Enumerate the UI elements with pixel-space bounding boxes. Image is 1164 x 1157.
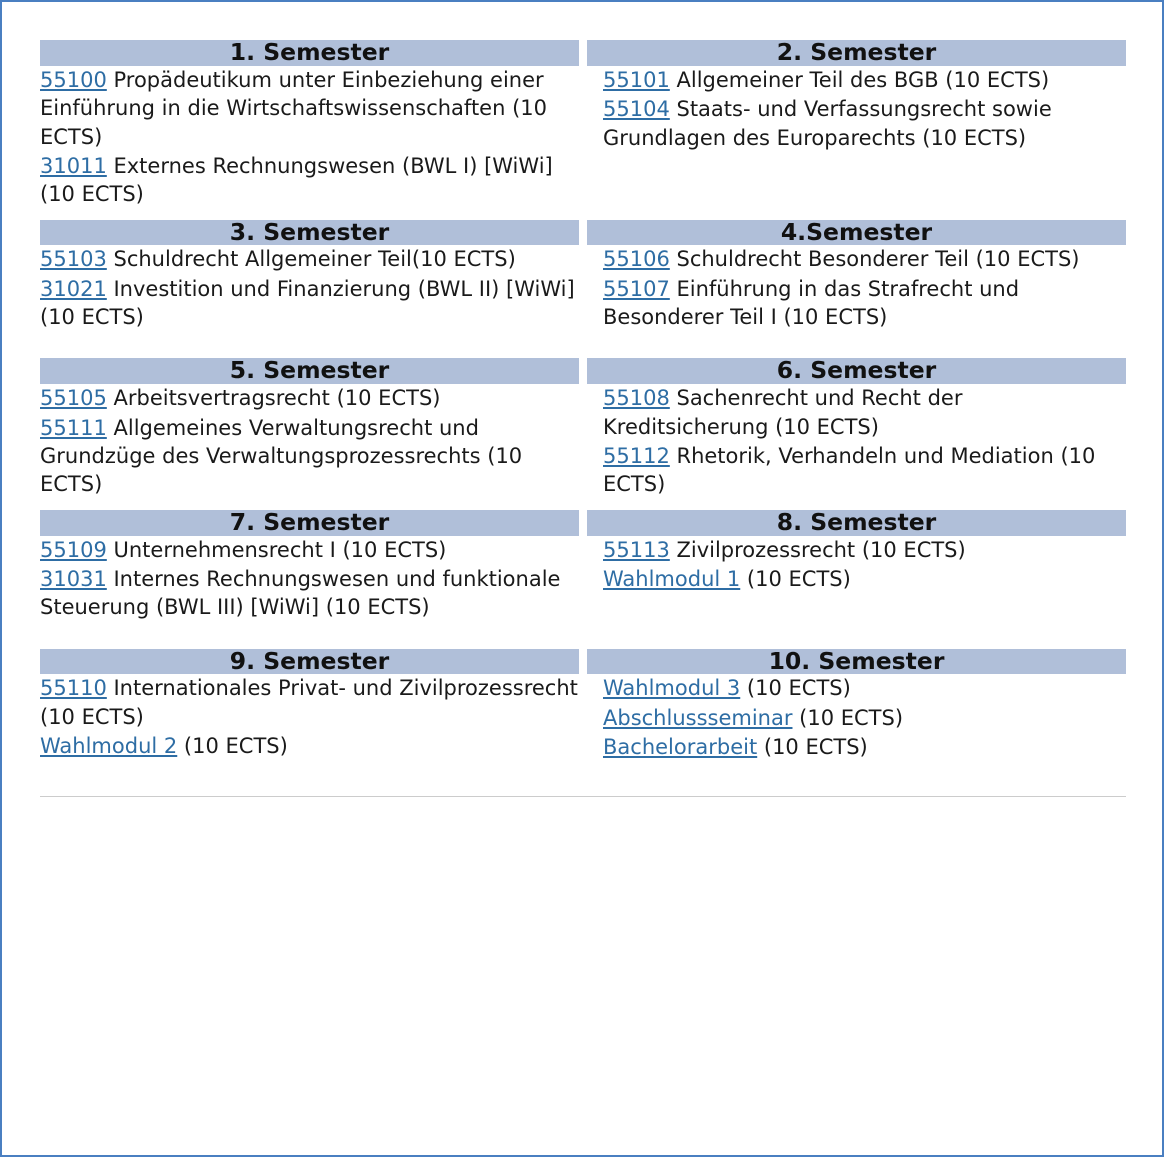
- header-gap: [579, 510, 587, 536]
- body-gap: [579, 384, 587, 499]
- list-item: [603, 565, 1126, 593]
- semester-heading-2: 2. Semester: [587, 40, 1126, 66]
- spacer-cell: [587, 332, 1126, 358]
- module-title: Allgemeines Verwaltungsrecht und Grundzüge des Verwaltungsprozessrechts (10 ECTS): [40, 415, 523, 497]
- list-item: [603, 442, 1126, 499]
- list-item: [40, 414, 579, 499]
- header-gap: [579, 358, 587, 384]
- module-code-link[interactable]: 55112: [603, 443, 670, 468]
- module-title: Unternehmensrecht I (10 ECTS): [106, 537, 447, 562]
- semester-modules-8: [587, 536, 1126, 623]
- module-title: Arbeitsvertragsrecht (10 ECTS): [106, 386, 441, 411]
- semester-modules-1: [40, 66, 579, 210]
- semester-header-row: [40, 220, 1126, 246]
- elective-module-link[interactable]: Wahlmodul 3: [603, 676, 741, 701]
- module-title: (10 ECTS): [757, 735, 868, 760]
- module-code-link[interactable]: 55113: [603, 537, 670, 562]
- semester-header-row: [40, 510, 1126, 536]
- list-item: [40, 152, 579, 209]
- module-title: Schuldrecht Allgemeiner Teil(10 ECTS): [106, 247, 516, 272]
- row-spacer: [40, 332, 1126, 358]
- spacer-cell: [579, 332, 587, 358]
- module-title: Schuldrecht Besonderer Teil (10 ECTS): [669, 247, 1080, 272]
- list-item: [603, 536, 1126, 564]
- semester-header-row: [40, 358, 1126, 384]
- module-code-link[interactable]: 55109: [40, 537, 107, 562]
- semester-modules-9: [40, 674, 579, 762]
- list-item: [40, 565, 579, 622]
- module-title: Propädeutikum unter Einbeziehung einer Einführung in die Wirtschaftswissenschaften (10 ECTS): [40, 67, 547, 149]
- module-title: Sachenrecht und Recht der Kreditsicherung (10 ECTS): [603, 386, 963, 439]
- semester-heading-4: 4.Semester: [587, 220, 1126, 246]
- list-item: [603, 384, 1126, 441]
- semester-modules-2: [587, 66, 1126, 210]
- semester-modules-5: [40, 384, 579, 499]
- semester-heading-6: 6. Semester: [587, 358, 1126, 384]
- spacer-cell: [579, 500, 587, 510]
- body-gap: [579, 245, 587, 332]
- list-item: [40, 674, 579, 731]
- header-gap: [579, 649, 587, 675]
- semester-heading-10: 10. Semester: [587, 649, 1126, 675]
- row-spacer: [40, 500, 1126, 510]
- module-title: Rhetorik, Verhandeln und Mediation (10 ECTS): [603, 443, 1096, 497]
- semester-modules-6: [587, 384, 1126, 499]
- semester-heading-5: 5. Semester: [40, 358, 579, 384]
- semester-body-row: [40, 66, 1126, 210]
- list-item: [603, 66, 1126, 94]
- semester-header-row: [40, 40, 1126, 66]
- module-code-link[interactable]: 55110: [40, 676, 107, 701]
- semester-body-row: [40, 674, 1126, 762]
- module-code-link[interactable]: 31021: [40, 276, 107, 301]
- module-code-link[interactable]: 55103: [40, 247, 107, 272]
- header-gap: [579, 220, 587, 246]
- module-title: (10 ECTS): [792, 705, 904, 730]
- semester-modules-7: [40, 536, 579, 623]
- semester-heading-7: 7. Semester: [40, 510, 579, 536]
- module-code-link[interactable]: 55100: [40, 67, 107, 92]
- module-code-link[interactable]: 55108: [603, 386, 670, 411]
- module-code-link[interactable]: 31031: [40, 566, 107, 591]
- semester-body-row: [40, 245, 1126, 332]
- module-code-link[interactable]: 55105: [40, 386, 107, 411]
- module-title: (10 ECTS): [740, 676, 851, 701]
- list-item: [603, 733, 1126, 761]
- study-plan-page: [2, 2, 1162, 797]
- list-item: [603, 704, 1126, 732]
- list-item: [40, 536, 579, 564]
- module-code-link[interactable]: 55107: [603, 276, 670, 301]
- semester-modules-3: [40, 245, 579, 332]
- list-item: [40, 275, 579, 332]
- semester-header-row: [40, 649, 1126, 675]
- module-title: Internes Rechnungswesen und funktionale Steuerung (BWL III) [WiWi] (10 ECTS): [40, 566, 561, 620]
- list-item: [40, 384, 579, 412]
- module-code-link[interactable]: 55101: [603, 67, 670, 92]
- semester-modules-10: [587, 674, 1126, 762]
- thesis-module-link[interactable]: Bachelorarbeit: [603, 735, 758, 760]
- list-item: [603, 245, 1126, 273]
- list-item: [40, 66, 579, 151]
- list-item: [40, 245, 579, 273]
- semester-body-row: [40, 384, 1126, 499]
- spacer-cell: [579, 210, 587, 220]
- study-plan-table: [40, 40, 1126, 762]
- module-title: Allgemeiner Teil des BGB (10 ECTS): [669, 67, 1050, 92]
- list-item: [40, 732, 579, 760]
- module-code-link[interactable]: 55111: [40, 415, 107, 440]
- module-title: Einführung in das Strafrecht und Besonderer Teil I (10 ECTS): [603, 276, 1020, 330]
- semester-heading-9: 9. Semester: [40, 649, 579, 675]
- module-code-link[interactable]: 55104: [603, 97, 670, 122]
- module-title: Staats- und Verfassungsrecht sowie Grundlagen des Europarechts (10 ECTS): [603, 97, 1052, 150]
- header-gap: [579, 40, 587, 66]
- row-spacer: [40, 210, 1126, 220]
- semester-heading-8: 8. Semester: [587, 510, 1126, 536]
- module-title: (10 ECTS): [177, 734, 288, 759]
- spacer-cell: [587, 623, 1126, 649]
- list-item: [603, 275, 1126, 332]
- module-code-link[interactable]: 31011: [40, 153, 107, 178]
- body-gap: [579, 674, 587, 762]
- row-spacer: [40, 623, 1126, 649]
- list-item: [603, 674, 1126, 702]
- body-gap: [579, 536, 587, 623]
- module-title: Internationales Privat- und Zivilprozessrecht (10 ECTS): [40, 676, 578, 729]
- elective-module-link[interactable]: Wahlmodul 1: [603, 566, 741, 591]
- list-item: [603, 95, 1126, 152]
- seminar-module-link[interactable]: Abschlussseminar: [603, 705, 793, 730]
- body-gap: [579, 66, 587, 210]
- module-title: (10 ECTS): [740, 566, 851, 591]
- semester-modules-4: [587, 245, 1126, 332]
- module-title: Investition und Finanzierung (BWL II) [WiWi] (10 ECTS): [40, 276, 575, 330]
- spacer-cell: [40, 332, 579, 358]
- module-code-link[interactable]: 55106: [603, 247, 670, 272]
- bottom-divider: [40, 796, 1126, 797]
- module-title: Zivilprozessrecht (10 ECTS): [669, 537, 966, 562]
- spacer-cell: [579, 623, 587, 649]
- semester-heading-1: 1. Semester: [40, 40, 579, 66]
- spacer-cell: [40, 623, 579, 649]
- elective-module-link[interactable]: Wahlmodul 2: [40, 734, 178, 759]
- semester-body-row: [40, 536, 1126, 623]
- module-title: Externes Rechnungswesen (BWL I) [WiWi] (10 ECTS): [40, 153, 553, 207]
- semester-heading-3: 3. Semester: [40, 220, 579, 246]
